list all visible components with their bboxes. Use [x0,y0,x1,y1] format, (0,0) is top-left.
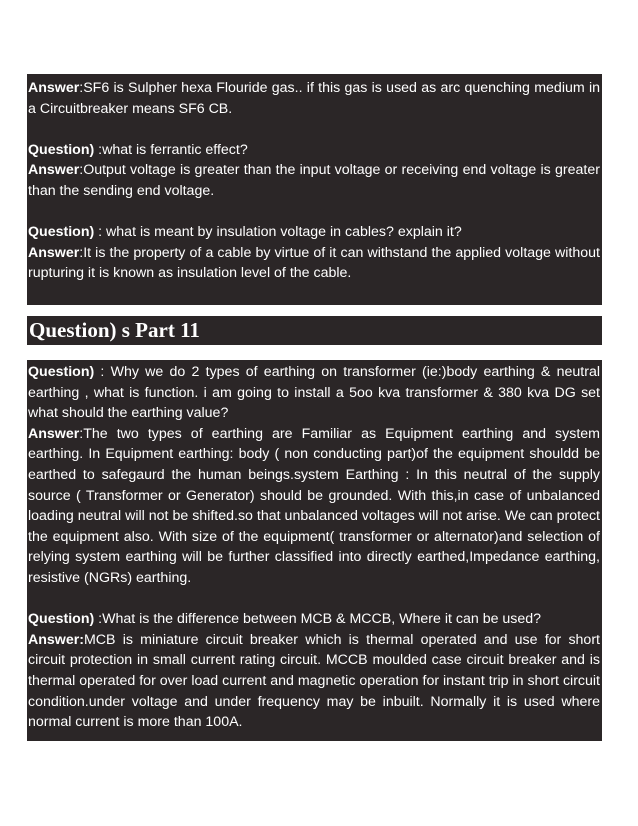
qa-block-top [27,74,602,305]
answer-text: MCB is miniature circuit breaker which is thermal operated and use for short circuit protection in small current rating circuit. MCCB moulded case circuit breaker and is thermal operated for over load current and magnetic operation for instant trip in short circuit condition.under voltage and under frequency may be inbuilt. Normally it is used where normal current is more than 100A. [28,631,600,731]
question-text: :What is the difference between MCB & MCCB, Where it can be used? [94,611,542,628]
answer-text: :The two types of earthing are Familiar as Equipment earthing and system earthing. In Equipment earthing: body ( non conducting part)of the equipment shouldd be earthed to safegaurd the human beings.system Earthing : In this neutral of the supply source ( Transformer or Generator) should be grounded. With this,in case of unbalanced loading neutral will not be shifted.so that unbalanced voltages will not arise. We can protect the equipment also. With size of the equipment( transformer or alternator)and selection of relying system earthing will be further classified into directly earthed,Impedance earthing, resistive (NGRs) earthing. [28,425,600,586]
question-earthing [27,362,602,424]
answer-earthing [27,424,602,589]
section-title: Question) s Part 11 [29,318,200,342]
question-mcb-mccb [27,609,602,630]
section-banner [27,316,602,345]
answer-insulation [27,243,602,284]
qa-block-part-11 [27,360,602,741]
answer-label: Answer [28,244,80,261]
question-label: Question) [28,141,95,158]
question-label: Question) [28,224,95,241]
answer-text: :SF6 is Sulpher hexa Flouride gas.. if this gas is used as arc quenching medium in a Circuitbreaker means SF6 CB. [28,80,600,117]
question-text: : what is meant by insulation voltage in cables? explain it? [94,224,462,241]
answer-label: Answer [28,162,80,179]
question-text: : Why we do 2 types of earthing on transformer (ie:)body earthing & neutral earthing , what is function. i am going to install a 5oo kva transformer & 380 kva DG set what should the earthing value? [28,364,600,422]
answer-text: :It is the property of a cable by virtue of it can withstand the applied voltage without rupturing it is known as insulation level of the cable. [28,244,600,282]
answer-text: :Output voltage is greater than the input voltage or receiving end voltage is greater than the sending end voltage. [28,162,600,199]
answer-mcb-mccb [27,630,602,733]
question-ferrantic [27,140,602,161]
spacer [27,589,602,610]
answer-label: Answer: [28,631,84,648]
spacer [27,202,602,223]
answer-label: Answer [28,425,80,442]
question-label: Question) [28,364,95,380]
spacer [27,119,602,140]
question-label: Question) [28,611,95,628]
question-insulation [27,222,602,243]
answer-sf6 [27,78,602,119]
answer-ferrantic [27,160,602,201]
question-text: :what is ferrantic effect? [94,141,248,158]
answer-label: Answer [28,80,80,96]
